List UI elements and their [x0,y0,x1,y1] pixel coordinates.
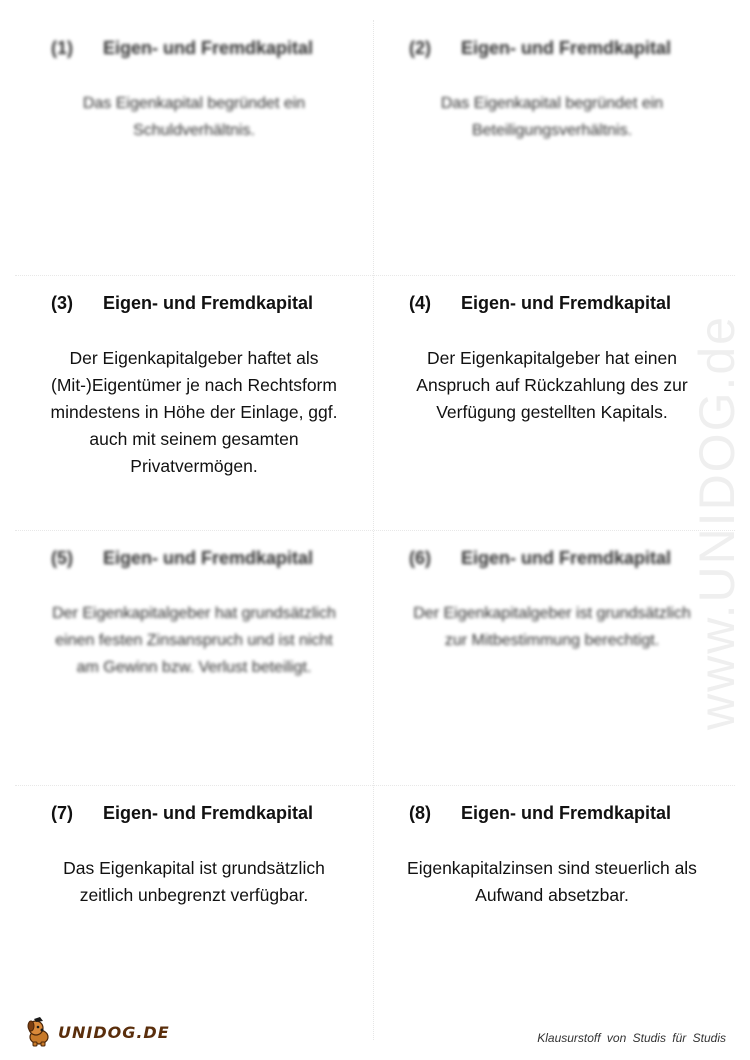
card-title: Eigen- und Fremdkapital [103,293,314,313]
card-text: Der Eigenkapitalgeber haftet als (Mit-)Eigentümer je nach Rechtsform mindestens in Höhe der Einlage, ggf. auch mit seinem gesamten Privatvermögen. [50,348,338,476]
footer-tagline: Klausurstoff von Studis für Studis [537,1031,726,1045]
card-header [373,803,731,829]
card-text: Der Eigenkapitalgeber hat grundsätzlich einen festen Zinsanspruch und ist nicht am Gewinn bzw. Verlust beteiligt. [52,605,336,676]
card-text: Der Eigenkapitalgeber hat einen Anspruch auf Rückzahlung des zur Verfügung gestellten Kapitals. [416,348,688,422]
card-header [15,803,373,829]
card-number: (5) [51,548,73,568]
flashcard-7 [15,785,373,1040]
card-number: (6) [409,548,431,568]
card-header [373,38,731,64]
card-text: Das Eigenkapital begründet ein Beteiligungsverhältnis. [440,95,664,139]
flashcard-3 [15,275,373,530]
card-number: (3) [51,293,73,313]
card-number: (2) [409,38,431,58]
card-text: Das Eigenkapital ist grundsätzlich zeitlich unbegrenzt verfügbar. [63,858,325,905]
flashcard-8 [373,785,731,1040]
dog-icon [22,1015,56,1049]
card-title: Eigen- und Fremdkapital [461,293,672,313]
flashcard-2 [373,20,731,275]
watermark: www.UNIDOG.de [689,315,745,730]
card-text: Der Eigenkapitalgeber ist grundsätzlich zur Mitbestimmung berechtigt. [413,605,691,649]
card-number: (8) [409,803,431,823]
card-number: (7) [51,803,73,823]
card-title: Eigen- und Fremdkapital [461,548,672,568]
flashcard-4 [373,275,731,530]
card-title: Eigen- und Fremdkapital [103,38,314,58]
flashcard-1 [15,20,373,275]
card-text: Eigenkapitalzinsen sind steuerlich als Aufwand absetzbar. [407,858,697,905]
card-title: Eigen- und Fremdkapital [461,38,672,58]
card-header [15,293,373,319]
card-title: Eigen- und Fremdkapital [103,548,314,568]
card-header [15,548,373,574]
card-title: Eigen- und Fremdkapital [461,803,672,823]
card-title: Eigen- und Fremdkapital [103,803,314,823]
logo-text: UNIDOG.DE [58,1022,170,1042]
card-number: (4) [409,293,431,313]
flashcard-6 [373,530,731,785]
unidog-logo [22,1012,170,1052]
card-header [15,38,373,64]
card-text: Das Eigenkapital begründet ein Schuldverhältnis. [82,95,306,139]
card-number: (1) [51,38,73,58]
card-header [373,548,731,574]
flashcard-grid [15,20,735,1040]
card-header [373,293,731,319]
flashcard-5 [15,530,373,785]
